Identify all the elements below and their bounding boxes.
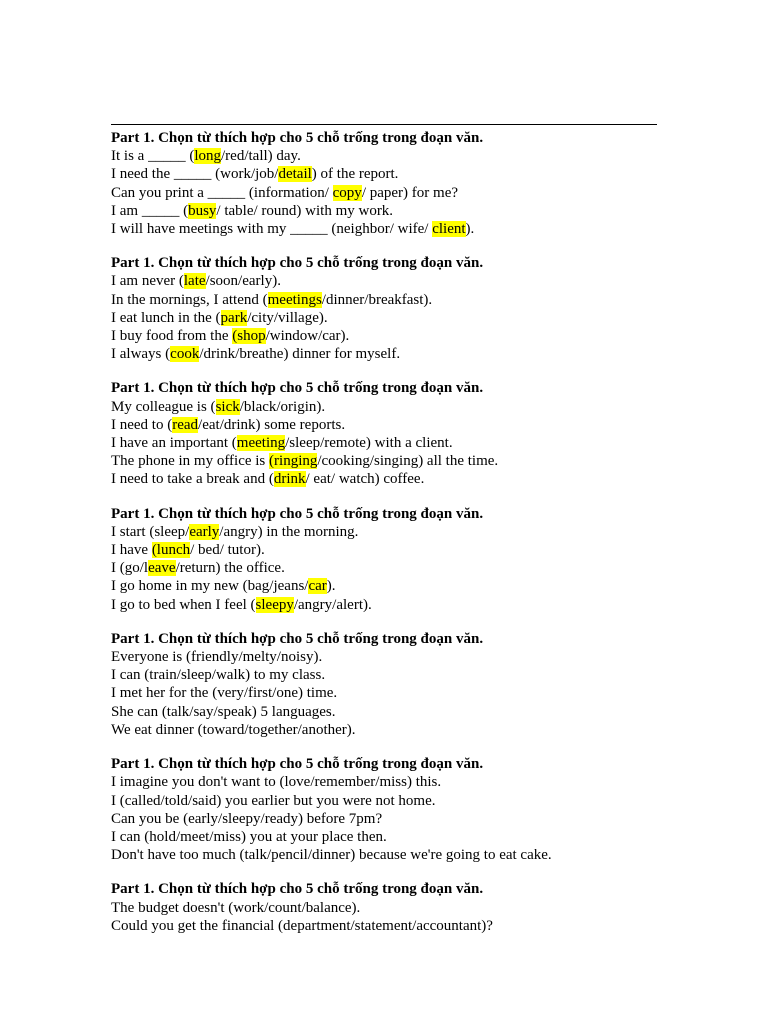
section-heading: Part 1. Chọn từ thích hợp cho 5 chỗ trống trong đoạn văn. bbox=[111, 756, 484, 773]
sentence-text: In the mornings, I attend ( bbox=[111, 291, 268, 308]
exercise-sentence bbox=[111, 202, 657, 220]
exercise-sentence bbox=[111, 470, 657, 488]
exercise-sentence bbox=[111, 810, 657, 828]
exercise-sentence bbox=[111, 596, 657, 614]
section-heading: Part 1. Chọn từ thích hợp cho 5 chỗ trống trong đoạn văn. bbox=[111, 130, 484, 146]
sentence-text: ) of the report. bbox=[311, 166, 399, 183]
section-heading: Part 1. Chọn từ thích hợp cho 5 chỗ trống trong đoạn văn. bbox=[111, 630, 484, 647]
highlighted-answer: client bbox=[432, 221, 466, 238]
exercise-sentence bbox=[111, 666, 657, 684]
sentence-text: /dinner/breakfast). bbox=[321, 291, 433, 308]
sentence-text: I (go/l bbox=[111, 560, 149, 577]
sentence-text: I need to ( bbox=[111, 416, 173, 433]
sentence-text: I am never ( bbox=[111, 273, 184, 290]
exercise-sentence bbox=[111, 309, 657, 327]
exercise-sentence bbox=[111, 828, 657, 846]
exercise-section bbox=[111, 254, 657, 363]
sentence-text: /soon/early). bbox=[205, 273, 281, 290]
sentence-text: I have an important ( bbox=[111, 435, 237, 452]
document-page bbox=[111, 124, 657, 951]
exercise-sentence bbox=[111, 917, 657, 935]
sentence-text: / table/ round) with my work. bbox=[216, 202, 394, 219]
exercise-sentence bbox=[111, 559, 657, 577]
exercise-section bbox=[111, 379, 657, 488]
exercise-sentence bbox=[111, 345, 657, 363]
exercise-sentence bbox=[111, 684, 657, 702]
sentence-text: Can you print a _____ (information/ bbox=[111, 184, 333, 201]
sentence-text: /cooking/singing) all the time. bbox=[317, 453, 499, 470]
sentence-text: /eat/drink) some reports. bbox=[198, 416, 346, 433]
exercise-sentence bbox=[111, 220, 657, 238]
sentence-text: I buy food from the bbox=[111, 328, 233, 345]
sentence-text: The budget doesn't (work/count/balance). bbox=[111, 899, 361, 916]
section-heading: Part 1. Chọn từ thích hợp cho 5 chỗ trống trong đoạn văn. bbox=[111, 255, 484, 272]
highlighted-answer: meeting bbox=[236, 435, 286, 452]
sentence-text: Can you be (early/sleepy/ready) before 7pm? bbox=[111, 810, 383, 827]
exercise-sentence bbox=[111, 773, 657, 791]
exercise-section bbox=[111, 505, 657, 614]
exercise-sentence bbox=[111, 416, 657, 434]
highlighted-answer: late bbox=[183, 273, 206, 290]
highlighted-answer: eave bbox=[148, 560, 176, 577]
sentence-text: I imagine you don't want to (love/remember/miss) this. bbox=[111, 774, 442, 791]
section-heading: Part 1. Chọn từ thích hợp cho 5 chỗ trống trong đoạn văn. bbox=[111, 380, 484, 397]
sentence-text: ). bbox=[326, 578, 336, 595]
sentence-text: I eat lunch in the ( bbox=[111, 309, 221, 326]
sentence-text: I need the _____ (work/job/ bbox=[111, 166, 279, 183]
sentence-text: /window/car). bbox=[265, 328, 350, 345]
sentence-text: I have bbox=[111, 542, 152, 559]
sentence-text: /sleep/remote) with a client. bbox=[285, 435, 453, 452]
sentence-text: The phone in my office is bbox=[111, 453, 270, 470]
exercise-sentence bbox=[111, 703, 657, 721]
exercise-section bbox=[111, 129, 657, 238]
sentence-text: We eat dinner (toward/together/another). bbox=[111, 721, 356, 738]
exercise-sentence bbox=[111, 165, 657, 183]
highlighted-answer: detail bbox=[278, 166, 312, 183]
exercise-section bbox=[111, 630, 657, 739]
sentence-text: I can (train/sleep/walk) to my class. bbox=[111, 667, 326, 684]
exercise-section bbox=[111, 880, 657, 935]
sentence-text: / paper) for me? bbox=[361, 184, 459, 201]
top-horizontal-rule bbox=[111, 124, 657, 125]
highlighted-answer: sleepy bbox=[255, 596, 294, 613]
highlighted-answer: drink bbox=[273, 471, 306, 488]
sentence-text: /angry) in the morning. bbox=[219, 523, 359, 540]
sentence-text: /red/tall) day. bbox=[221, 148, 301, 165]
highlighted-answer: car bbox=[308, 578, 327, 595]
sentence-text: ). bbox=[465, 221, 475, 238]
sentence-text: My colleague is ( bbox=[111, 398, 216, 415]
highlighted-answer: cook bbox=[170, 346, 200, 363]
highlighted-answer: early bbox=[189, 523, 220, 540]
exercise-sentence bbox=[111, 541, 657, 559]
exercise-sentence bbox=[111, 434, 657, 452]
exercise-sentence bbox=[111, 147, 657, 165]
sentence-text: Don't have too much (talk/pencil/dinner) because we're going to eat cake. bbox=[111, 847, 552, 864]
highlighted-answer: copy bbox=[332, 184, 362, 201]
exercise-sentence bbox=[111, 327, 657, 345]
exercise-sentence bbox=[111, 648, 657, 666]
exercise-section bbox=[111, 755, 657, 864]
exercise-sentence bbox=[111, 721, 657, 739]
highlighted-answer: long bbox=[194, 148, 221, 165]
highlighted-answer: busy bbox=[188, 202, 217, 219]
highlighted-answer: meetings bbox=[267, 291, 322, 308]
sentence-text: / eat/ watch) coffee. bbox=[305, 471, 425, 488]
sentence-text: I always ( bbox=[111, 346, 171, 363]
highlighted-answer: (ringing bbox=[269, 453, 318, 470]
sentence-text: She can (talk/say/speak) 5 languages. bbox=[111, 703, 336, 720]
highlighted-answer: read bbox=[172, 416, 199, 433]
sentence-text: /return) the office. bbox=[175, 560, 285, 577]
sentence-text: Could you get the financial (department/statement/accountant)? bbox=[111, 917, 493, 934]
sentence-text: /black/origin). bbox=[239, 398, 326, 415]
section-heading: Part 1. Chọn từ thích hợp cho 5 chỗ trống trong đoạn văn. bbox=[111, 505, 484, 522]
sentence-text: /drink/breathe) dinner for myself. bbox=[199, 346, 401, 363]
exercise-sentence bbox=[111, 577, 657, 595]
sentence-text: I will have meetings with my _____ (neighbor/ wife/ bbox=[111, 221, 433, 238]
section-heading: Part 1. Chọn từ thích hợp cho 5 chỗ trống trong đoạn văn. bbox=[111, 881, 484, 898]
exercise-sentence bbox=[111, 452, 657, 470]
sentence-text: I (called/told/said) you earlier but you were not home. bbox=[111, 792, 436, 809]
sentence-text: I can (hold/meet/miss) you at your place then. bbox=[111, 828, 387, 845]
sentence-text: /angry/alert). bbox=[293, 596, 372, 613]
exercise-sentence bbox=[111, 846, 657, 864]
sentence-text: I go to bed when I feel ( bbox=[111, 596, 256, 613]
exercise-sentence bbox=[111, 272, 657, 290]
sentence-text: I need to take a break and ( bbox=[111, 471, 274, 488]
exercise-sentence bbox=[111, 792, 657, 810]
exercise-sentence bbox=[111, 291, 657, 309]
sentence-text: It is a _____ ( bbox=[111, 148, 195, 165]
exercise-sentence bbox=[111, 899, 657, 917]
highlighted-answer: sick bbox=[215, 398, 240, 415]
sentence-text: /city/village). bbox=[247, 309, 328, 326]
sentence-text: / bed/ tutor). bbox=[190, 542, 265, 559]
sentence-text: I go home in my new (bag/jeans/ bbox=[111, 578, 309, 595]
highlighted-answer: (lunch bbox=[151, 542, 191, 559]
highlighted-answer: (shop bbox=[232, 328, 266, 345]
exercise-sections bbox=[111, 129, 657, 935]
highlighted-answer: park bbox=[220, 309, 248, 326]
sentence-text: Everyone is (friendly/melty/noisy). bbox=[111, 649, 323, 666]
sentence-text: I am _____ ( bbox=[111, 202, 189, 219]
exercise-sentence bbox=[111, 523, 657, 541]
exercise-sentence bbox=[111, 398, 657, 416]
exercise-sentence bbox=[111, 184, 657, 202]
sentence-text: I start (sleep/ bbox=[111, 523, 190, 540]
sentence-text: I met her for the (very/first/one) time. bbox=[111, 685, 338, 702]
